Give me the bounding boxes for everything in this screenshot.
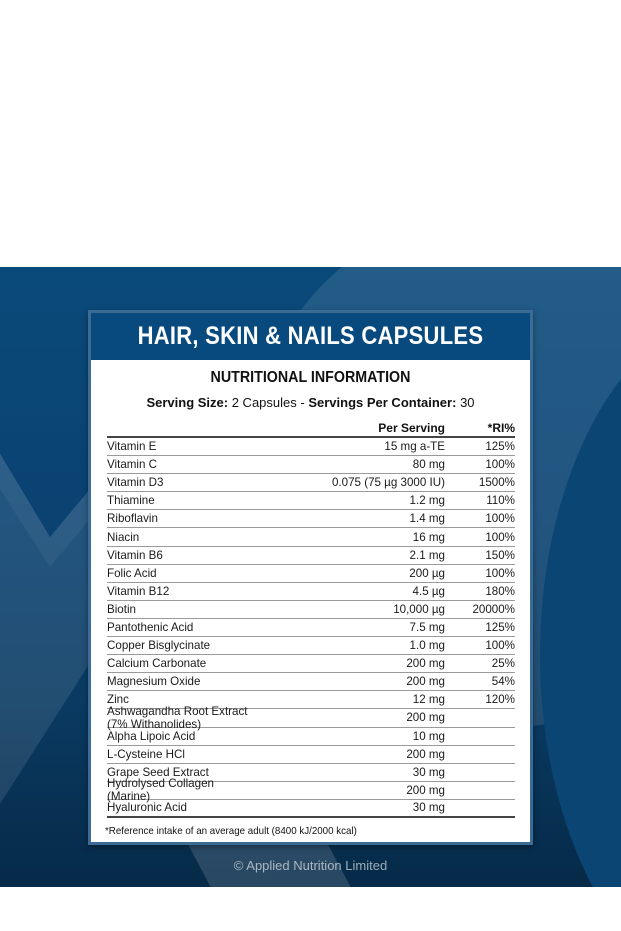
servings-per-container-label: Servings Per Container: — [308, 395, 457, 410]
per-serving-value: 0.075 (75 µg 3000 IU) — [331, 476, 445, 490]
ri-percent: 180% — [485, 584, 515, 598]
per-serving-value: 200 mg — [406, 783, 445, 797]
per-serving-value: 16 mg — [412, 530, 445, 544]
table-row — [107, 746, 515, 764]
table-row — [107, 800, 515, 818]
nutrient-name: Copper Bisglycinate — [107, 639, 211, 653]
nutrient-name: Calcium Carbonate — [107, 657, 207, 671]
ri-percent: 110% — [486, 494, 515, 508]
table-row — [107, 456, 515, 474]
ri-percent: 125% — [485, 440, 515, 454]
nutrition-heading: NUTRITIONAL INFORMATION — [210, 369, 411, 386]
per-serving-value: 30 mg — [412, 801, 445, 815]
nutrient-name: Folic Acid — [107, 566, 157, 580]
ri-percent: 100% — [485, 639, 515, 653]
nutrient-name: Grape Seed Extract — [107, 765, 209, 779]
table-row — [107, 777, 515, 804]
per-serving-value: 80 mg — [412, 458, 445, 472]
ri-percent: 1500% — [478, 476, 515, 490]
per-serving-value: 10 mg — [412, 729, 445, 743]
nutrient-name: Ashwagandha Root Extract (7% Withanolides) — [107, 704, 248, 731]
ri-percent: 100% — [485, 530, 515, 544]
nutrition-label — [88, 310, 533, 845]
table-row — [107, 528, 515, 546]
ri-percent: 100% — [485, 458, 515, 472]
per-serving-value: 200 mg — [406, 747, 445, 761]
nutrient-name: Vitamin D3 — [107, 476, 164, 490]
table-row — [107, 673, 515, 691]
table-row — [107, 655, 515, 673]
nutrient-name: Vitamin C — [107, 458, 158, 472]
per-serving-value: 1.4 mg — [409, 512, 445, 526]
label-header — [91, 313, 530, 360]
per-serving-value: 12 mg — [412, 693, 445, 707]
nutrient-name: Pantothenic Acid — [107, 620, 194, 634]
table-row — [107, 492, 515, 510]
nutrient-name: Magnesium Oxide — [107, 675, 201, 689]
table-body — [107, 438, 515, 818]
nutrient-name: Niacin — [107, 530, 140, 544]
ri-percent: 120% — [485, 693, 515, 707]
ri-percent: 125% — [485, 620, 515, 634]
nutrient-name: Alpha Lipoic Acid — [107, 729, 196, 743]
per-serving-value: 1.2 mg — [409, 494, 445, 508]
table-row — [107, 583, 515, 601]
nutrient-name: Biotin — [107, 602, 137, 616]
table-row — [107, 704, 515, 731]
per-serving-value: 4.5 µg — [412, 584, 445, 598]
copyright-text: © Applied Nutrition Limited — [233, 858, 388, 873]
per-serving-value: 200 mg — [406, 711, 445, 725]
nutrient-name: Vitamin E — [107, 440, 157, 454]
nutrient-name: Zinc — [107, 693, 129, 707]
per-serving-value: 7.5 mg — [409, 620, 445, 634]
serving-info — [91, 395, 530, 410]
per-serving-value: 1.0 mg — [409, 639, 445, 653]
table-row — [107, 510, 515, 528]
nutrient-name: Hydrolysed Collagen (Marine) — [107, 777, 214, 804]
nutrient-name: Hyaluronic Acid — [107, 801, 187, 815]
serving-size-value: 2 Capsules - — [231, 395, 305, 410]
per-serving-value: 15 mg a-TE — [384, 440, 445, 454]
ri-percent: 150% — [485, 548, 515, 562]
ri-percent: 100% — [485, 512, 515, 526]
nutrient-name: Vitamin B12 — [107, 584, 170, 598]
header-ri: *RI% — [487, 421, 515, 435]
servings-per-container-value: 30 — [460, 395, 475, 410]
ri-percent: 54% — [491, 675, 515, 689]
header-per-serving: Per Serving — [378, 421, 445, 435]
per-serving-value: 200 mg — [406, 657, 445, 671]
per-serving-value: 200 mg — [406, 675, 445, 689]
table-row — [107, 474, 515, 492]
ri-percent: 20000% — [472, 602, 515, 616]
per-serving-value: 10,000 µg — [393, 602, 445, 616]
footnote: *Reference intake of an average adult (8400 kJ/2000 kcal) — [105, 825, 357, 837]
ri-percent: 100% — [485, 566, 515, 580]
ri-percent: 25% — [491, 657, 515, 671]
table-row — [107, 637, 515, 655]
table-row — [107, 547, 515, 565]
nutrient-name: Thiamine — [107, 494, 155, 508]
nutrition-table — [107, 421, 515, 818]
per-serving-value: 30 mg — [412, 765, 445, 779]
table-row — [107, 619, 515, 637]
nutrient-name: Riboflavin — [107, 512, 158, 526]
per-serving-value: 200 µg — [409, 566, 445, 580]
table-row — [107, 565, 515, 583]
nutrient-name: L-Cysteine HCl — [107, 747, 185, 761]
header-name — [107, 421, 255, 436]
table-row — [107, 601, 515, 619]
per-serving-value: 2.1 mg — [409, 548, 445, 562]
product-title: HAIR, SKIN & NAILS CAPSULES — [137, 322, 484, 350]
table-row — [107, 438, 515, 456]
table-row — [107, 728, 515, 746]
serving-size-label: Serving Size: — [146, 395, 229, 410]
nutrient-name: Vitamin B6 — [107, 548, 163, 562]
table-header — [107, 421, 515, 438]
